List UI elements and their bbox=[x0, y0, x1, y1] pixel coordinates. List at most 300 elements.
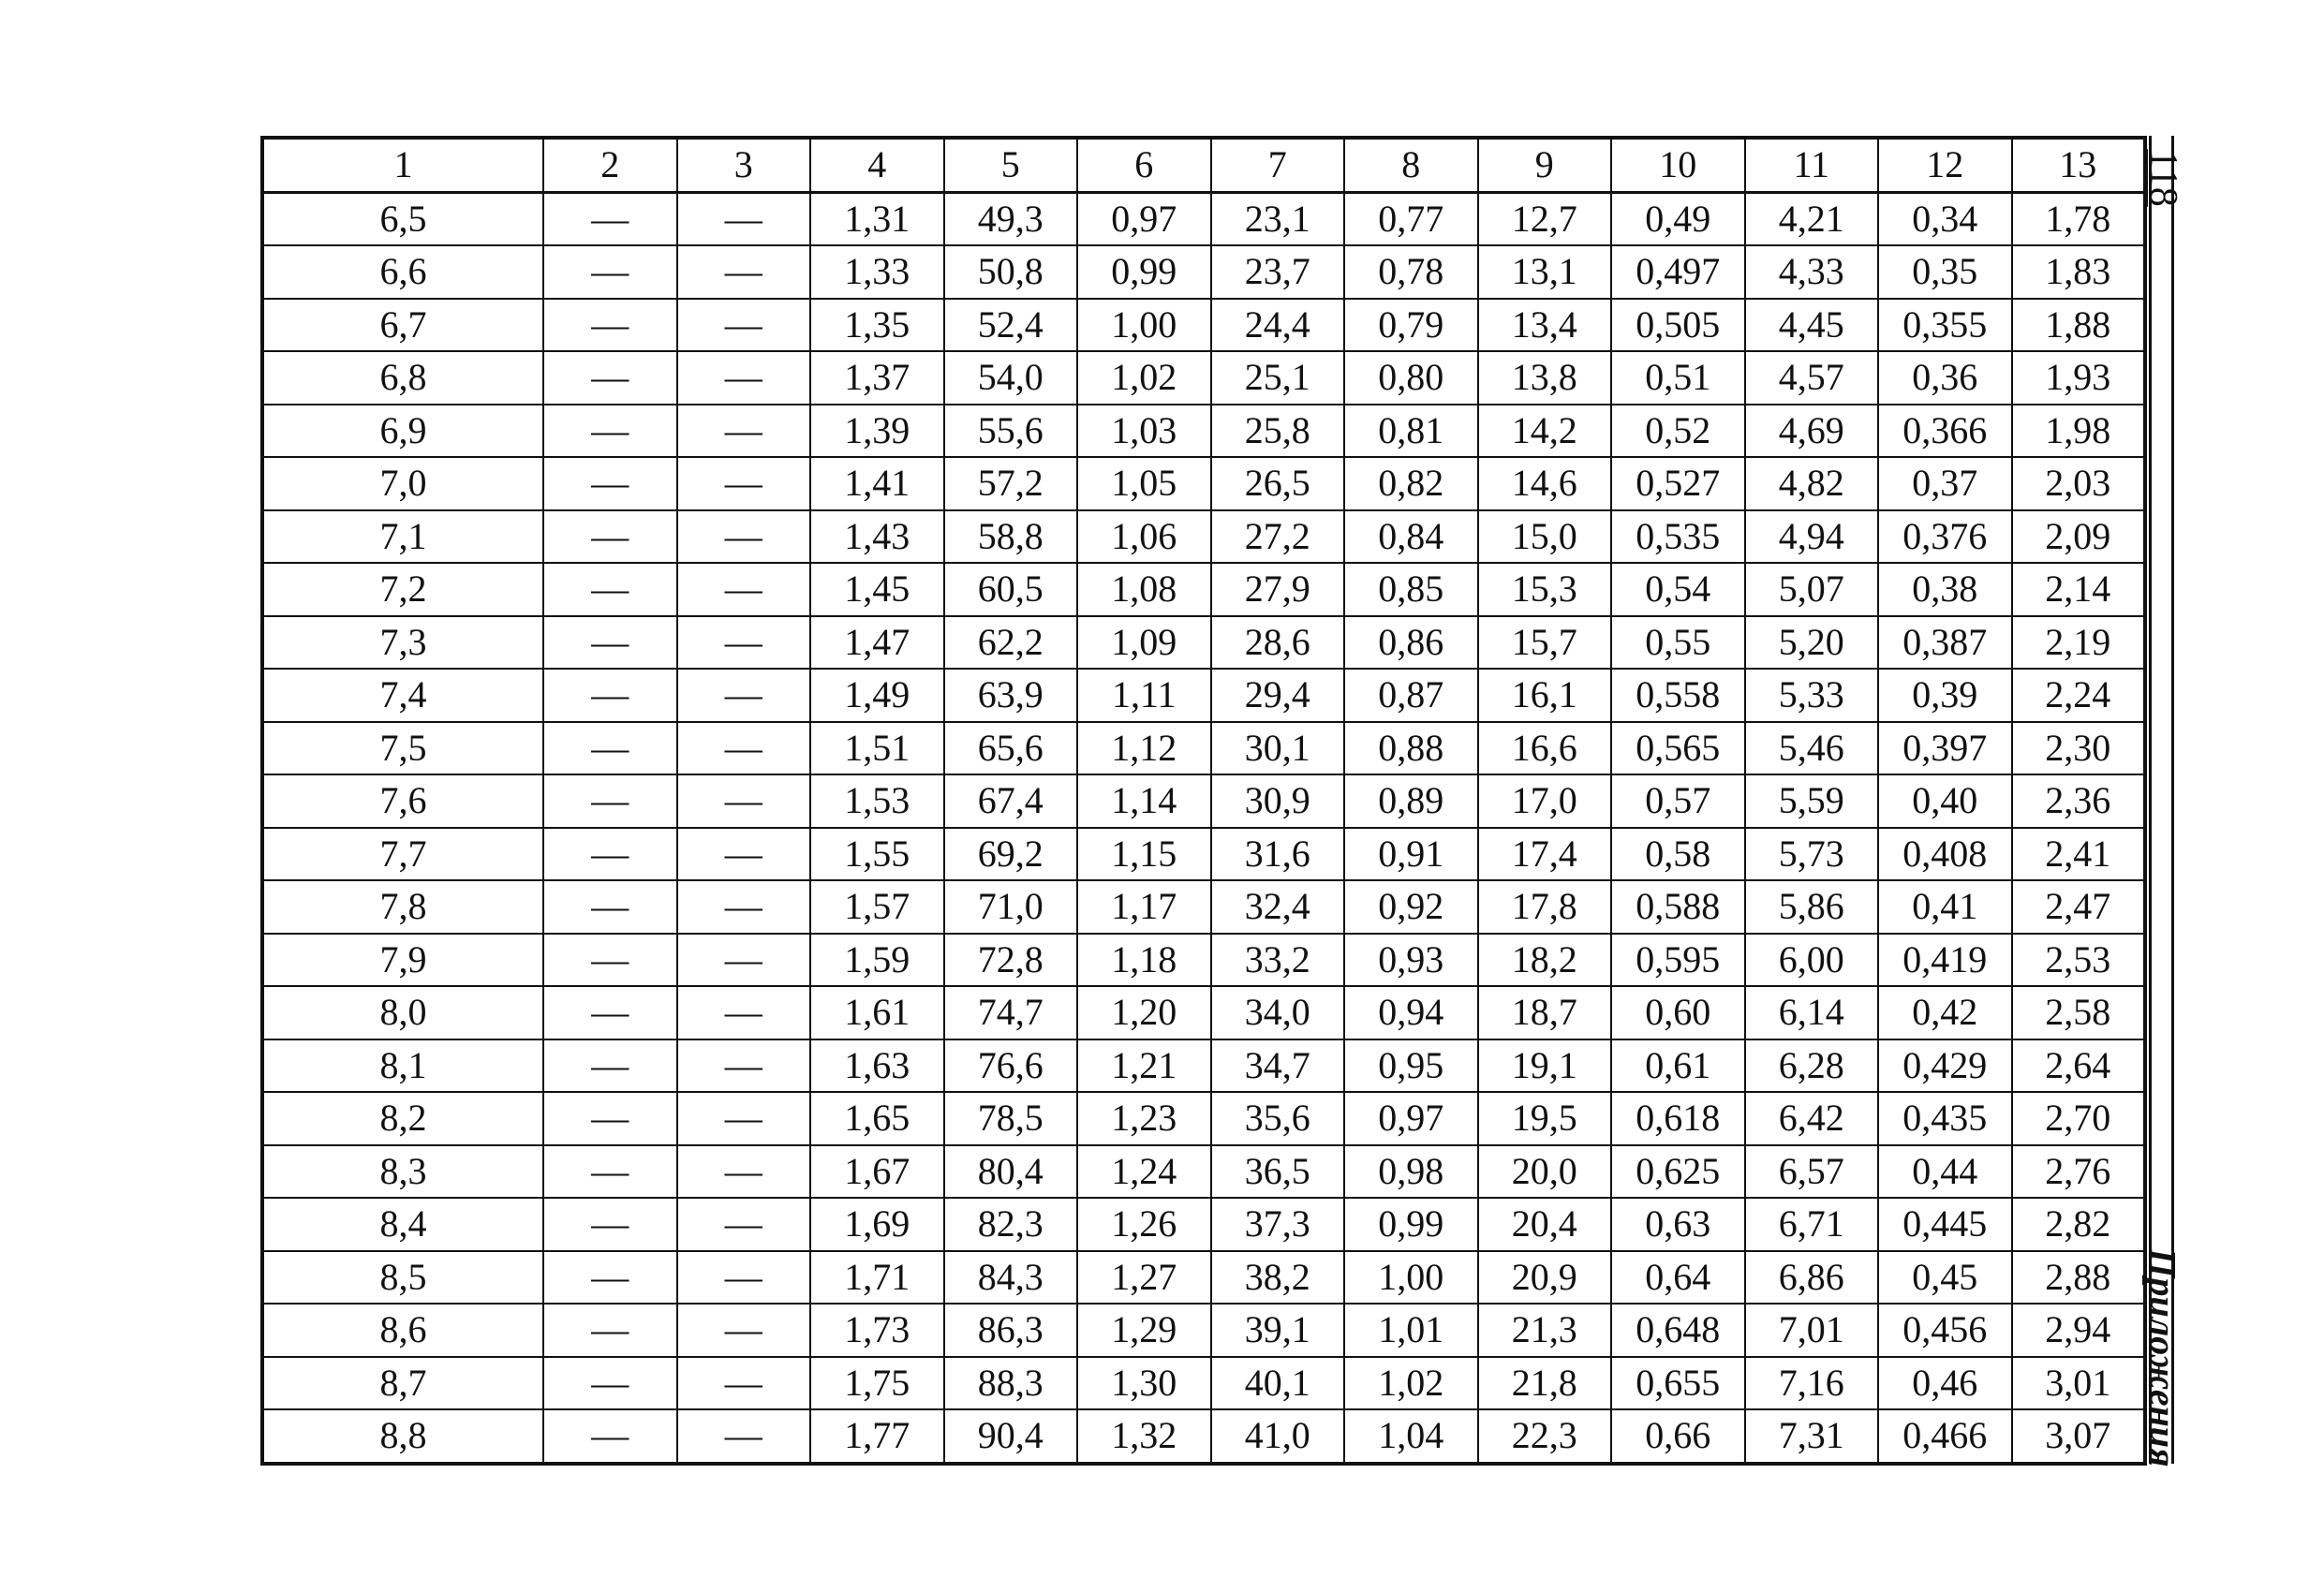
table-cell: 6,28 bbox=[1745, 1039, 1879, 1093]
table-cell: 1,73 bbox=[810, 1304, 944, 1357]
table-cell: 0,37 bbox=[1878, 457, 2012, 510]
table-cell: 7,01 bbox=[1745, 1304, 1879, 1357]
table-cell: 86,3 bbox=[944, 1304, 1078, 1357]
table-cell: 2,94 bbox=[2012, 1304, 2146, 1357]
table-cell: 1,78 bbox=[2012, 192, 2146, 245]
table-cell: 0,64 bbox=[1611, 1251, 1745, 1305]
table-cell: 7,5 bbox=[262, 722, 543, 775]
table-cell: 4,82 bbox=[1745, 457, 1879, 510]
table-cell: 1,83 bbox=[2012, 245, 2146, 299]
table-cell: 2,14 bbox=[2012, 563, 2146, 616]
table-cell: 0,429 bbox=[1878, 1039, 2012, 1093]
table-cell: 7,6 bbox=[262, 774, 543, 828]
table-cell: 6,42 bbox=[1745, 1092, 1879, 1145]
table-cell: 0,456 bbox=[1878, 1304, 2012, 1357]
table-cell: 0,625 bbox=[1611, 1145, 1745, 1199]
table-cell: — bbox=[677, 457, 811, 510]
table-cell: 1,24 bbox=[1077, 1145, 1211, 1199]
table-row bbox=[262, 774, 2145, 828]
table-cell: 2,76 bbox=[2012, 1145, 2146, 1199]
table-cell: 69,2 bbox=[944, 828, 1078, 881]
table-cell: 17,0 bbox=[1478, 774, 1612, 828]
table-cell: 52,4 bbox=[944, 299, 1078, 352]
table-cell: 7,1 bbox=[262, 510, 543, 564]
table-cell: 49,3 bbox=[944, 192, 1078, 245]
table-cell: 0,77 bbox=[1344, 192, 1478, 245]
table-cell: 1,43 bbox=[810, 510, 944, 564]
table-cell: — bbox=[677, 1357, 811, 1410]
table-cell: 2,47 bbox=[2012, 880, 2146, 934]
table-cell: — bbox=[677, 1092, 811, 1145]
table-row bbox=[262, 510, 2145, 564]
table-cell: 6,00 bbox=[1745, 934, 1879, 987]
table-cell: 50,8 bbox=[944, 245, 1078, 299]
table-cell: 0,99 bbox=[1077, 245, 1211, 299]
table-cell: 14,2 bbox=[1478, 405, 1612, 458]
table-cell: 0,527 bbox=[1611, 457, 1745, 510]
table-cell: — bbox=[677, 1198, 811, 1251]
table-cell: 0,44 bbox=[1878, 1145, 2012, 1199]
table-cell: 0,46 bbox=[1878, 1357, 2012, 1410]
table-cell: 6,57 bbox=[1745, 1145, 1879, 1199]
table-cell: 22,3 bbox=[1478, 1409, 1612, 1464]
table-cell: — bbox=[677, 828, 811, 881]
table-cell: 0,505 bbox=[1611, 299, 1745, 352]
table-cell: 0,63 bbox=[1611, 1198, 1745, 1251]
table-cell: 6,86 bbox=[1745, 1251, 1879, 1305]
table-cell: 1,53 bbox=[810, 774, 944, 828]
table-cell: 8,8 bbox=[262, 1409, 543, 1464]
table-cell: 26,5 bbox=[1211, 457, 1345, 510]
table-row bbox=[262, 1357, 2145, 1410]
table-cell: 7,2 bbox=[262, 563, 543, 616]
table-cell: — bbox=[543, 1304, 677, 1357]
table-cell: — bbox=[543, 986, 677, 1039]
table-cell: 6,6 bbox=[262, 245, 543, 299]
table-cell: 19,5 bbox=[1478, 1092, 1612, 1145]
table-cell: 1,39 bbox=[810, 405, 944, 458]
table-cell: — bbox=[543, 1145, 677, 1199]
table-cell: 0,366 bbox=[1878, 405, 2012, 458]
table-cell: 1,33 bbox=[810, 245, 944, 299]
table-cell: 0,51 bbox=[1611, 351, 1745, 405]
table-cell: 0,618 bbox=[1611, 1092, 1745, 1145]
table-cell: 74,7 bbox=[944, 986, 1078, 1039]
table-cell: 2,53 bbox=[2012, 934, 2146, 987]
table-row bbox=[262, 351, 2145, 405]
table-cell: 1,23 bbox=[1077, 1092, 1211, 1145]
table-cell: 0,94 bbox=[1344, 986, 1478, 1039]
table-cell: 1,02 bbox=[1077, 351, 1211, 405]
table-cell: 4,69 bbox=[1745, 405, 1879, 458]
table-cell: 60,5 bbox=[944, 563, 1078, 616]
table-cell: 0,397 bbox=[1878, 722, 2012, 775]
table-cell: 2,03 bbox=[2012, 457, 2146, 510]
table-cell: — bbox=[677, 986, 811, 1039]
column-header-11: 11 bbox=[1745, 138, 1879, 192]
table-cell: 0,41 bbox=[1878, 880, 2012, 934]
table-cell: 34,0 bbox=[1211, 986, 1345, 1039]
table-cell: 8,4 bbox=[262, 1198, 543, 1251]
table-cell: 1,45 bbox=[810, 563, 944, 616]
table-cell: 36,5 bbox=[1211, 1145, 1345, 1199]
table-cell: 1,26 bbox=[1077, 1198, 1211, 1251]
table-cell: — bbox=[677, 1039, 811, 1093]
table-row bbox=[262, 880, 2145, 934]
table-cell: 8,2 bbox=[262, 1092, 543, 1145]
table-cell: — bbox=[677, 1145, 811, 1199]
table-cell: 18,7 bbox=[1478, 986, 1612, 1039]
table-row bbox=[262, 669, 2145, 722]
table-cell: 0,54 bbox=[1611, 563, 1745, 616]
table-cell: 55,6 bbox=[944, 405, 1078, 458]
table-cell: 0,97 bbox=[1077, 192, 1211, 245]
table-cell: — bbox=[677, 299, 811, 352]
table-cell: 5,86 bbox=[1745, 880, 1879, 934]
table-cell: 54,0 bbox=[944, 351, 1078, 405]
table-cell: 88,3 bbox=[944, 1357, 1078, 1410]
table-cell: 1,65 bbox=[810, 1092, 944, 1145]
table-cell: 0,93 bbox=[1344, 934, 1478, 987]
table-cell: 7,0 bbox=[262, 457, 543, 510]
table-cell: 2,82 bbox=[2012, 1198, 2146, 1251]
table-cell: 7,31 bbox=[1745, 1409, 1879, 1464]
table-cell: 7,7 bbox=[262, 828, 543, 881]
table-cell: 19,1 bbox=[1478, 1039, 1612, 1093]
table-cell: 1,29 bbox=[1077, 1304, 1211, 1357]
table-cell: 7,9 bbox=[262, 934, 543, 987]
table-cell: 0,57 bbox=[1611, 774, 1745, 828]
table-cell: 82,3 bbox=[944, 1198, 1078, 1251]
table-cell: 13,1 bbox=[1478, 245, 1612, 299]
table-cell: 0,81 bbox=[1344, 405, 1478, 458]
table-cell: 1,06 bbox=[1077, 510, 1211, 564]
table-cell: 4,21 bbox=[1745, 192, 1879, 245]
table-cell: 2,19 bbox=[2012, 616, 2146, 670]
table-cell: 0,655 bbox=[1611, 1357, 1745, 1410]
table-row bbox=[262, 457, 2145, 510]
table-cell: 21,8 bbox=[1478, 1357, 1612, 1410]
table-cell: 1,51 bbox=[810, 722, 944, 775]
table-cell: 1,75 bbox=[810, 1357, 944, 1410]
table-cell: 25,1 bbox=[1211, 351, 1345, 405]
table-cell: 67,4 bbox=[944, 774, 1078, 828]
table-cell: 1,49 bbox=[810, 669, 944, 722]
column-header-2: 2 bbox=[543, 138, 677, 192]
table-cell: 90,4 bbox=[944, 1409, 1078, 1464]
table-cell: 0,40 bbox=[1878, 774, 2012, 828]
table-row bbox=[262, 405, 2145, 458]
table-cell: 23,1 bbox=[1211, 192, 1345, 245]
table-cell: 6,14 bbox=[1745, 986, 1879, 1039]
table-cell: 0,36 bbox=[1878, 351, 2012, 405]
table-header bbox=[262, 138, 2145, 192]
table-cell: 0,78 bbox=[1344, 245, 1478, 299]
table-cell: 0,355 bbox=[1878, 299, 2012, 352]
data-table-container bbox=[260, 136, 2143, 1466]
table-cell: 4,33 bbox=[1745, 245, 1879, 299]
table-cell: 23,7 bbox=[1211, 245, 1345, 299]
table-cell: 1,77 bbox=[810, 1409, 944, 1464]
table-cell: 2,09 bbox=[2012, 510, 2146, 564]
table-cell: 1,93 bbox=[2012, 351, 2146, 405]
column-header-5: 5 bbox=[944, 138, 1078, 192]
table-cell: 0,80 bbox=[1344, 351, 1478, 405]
table-cell: 0,66 bbox=[1611, 1409, 1745, 1464]
table-cell: 0,38 bbox=[1878, 563, 2012, 616]
table-cell: 1,17 bbox=[1077, 880, 1211, 934]
table-cell: 0,55 bbox=[1611, 616, 1745, 670]
table-row bbox=[262, 1092, 2145, 1145]
table-cell: — bbox=[543, 192, 677, 245]
table-cell: 1,01 bbox=[1344, 1304, 1478, 1357]
table-cell: 0,558 bbox=[1611, 669, 1745, 722]
table-cell: 0,588 bbox=[1611, 880, 1745, 934]
table-cell: 1,47 bbox=[810, 616, 944, 670]
table-cell: — bbox=[543, 1409, 677, 1464]
table-cell: 7,8 bbox=[262, 880, 543, 934]
table-cell: 1,61 bbox=[810, 986, 944, 1039]
column-header-1: 1 bbox=[262, 138, 543, 192]
table-row bbox=[262, 1039, 2145, 1093]
table-cell: 1,14 bbox=[1077, 774, 1211, 828]
table-cell: 1,08 bbox=[1077, 563, 1211, 616]
table-cell: 0,92 bbox=[1344, 880, 1478, 934]
table-cell: 5,46 bbox=[1745, 722, 1879, 775]
table-cell: — bbox=[543, 669, 677, 722]
table-cell: 0,82 bbox=[1344, 457, 1478, 510]
table-cell: — bbox=[677, 510, 811, 564]
table-cell: 39,1 bbox=[1211, 1304, 1345, 1357]
table-cell: 0,466 bbox=[1878, 1409, 2012, 1464]
table-cell: 1,59 bbox=[810, 934, 944, 987]
table-cell: 0,98 bbox=[1344, 1145, 1478, 1199]
column-header-4: 4 bbox=[810, 138, 944, 192]
table-cell: 0,535 bbox=[1611, 510, 1745, 564]
table-cell: 16,6 bbox=[1478, 722, 1612, 775]
table-cell: — bbox=[677, 1304, 811, 1357]
table-cell: 0,408 bbox=[1878, 828, 2012, 881]
table-cell: 13,4 bbox=[1478, 299, 1612, 352]
column-header-8: 8 bbox=[1344, 138, 1478, 192]
table-cell: 0,95 bbox=[1344, 1039, 1478, 1093]
table-cell: 63,9 bbox=[944, 669, 1078, 722]
table-cell: 33,2 bbox=[1211, 934, 1345, 987]
column-header-13: 13 bbox=[2012, 138, 2146, 192]
table-cell: 0,376 bbox=[1878, 510, 2012, 564]
table-cell: 1,11 bbox=[1077, 669, 1211, 722]
table-cell: 1,31 bbox=[810, 192, 944, 245]
table-cell: 0,595 bbox=[1611, 934, 1745, 987]
table-cell: — bbox=[543, 1092, 677, 1145]
table-cell: 1,15 bbox=[1077, 828, 1211, 881]
table-row bbox=[262, 299, 2145, 352]
table-cell: 5,20 bbox=[1745, 616, 1879, 670]
table-cell: 0,52 bbox=[1611, 405, 1745, 458]
table-cell: 7,3 bbox=[262, 616, 543, 670]
table-cell: 5,73 bbox=[1745, 828, 1879, 881]
table-cell: 0,49 bbox=[1611, 192, 1745, 245]
table-cell: 34,7 bbox=[1211, 1039, 1345, 1093]
table-cell: — bbox=[543, 828, 677, 881]
table-cell: 0,497 bbox=[1611, 245, 1745, 299]
table-cell: 6,5 bbox=[262, 192, 543, 245]
table-cell: 6,9 bbox=[262, 405, 543, 458]
table-cell: 1,00 bbox=[1077, 299, 1211, 352]
table-cell: 31,6 bbox=[1211, 828, 1345, 881]
table-cell: 0,89 bbox=[1344, 774, 1478, 828]
table-cell: 0,648 bbox=[1611, 1304, 1745, 1357]
table-cell: 0,34 bbox=[1878, 192, 2012, 245]
table-cell: — bbox=[677, 245, 811, 299]
column-header-12: 12 bbox=[1878, 138, 2012, 192]
table-row bbox=[262, 828, 2145, 881]
table-cell: 8,6 bbox=[262, 1304, 543, 1357]
table-cell: 0,86 bbox=[1344, 616, 1478, 670]
table-cell: 0,39 bbox=[1878, 669, 2012, 722]
table-cell: — bbox=[677, 1251, 811, 1305]
table-cell: 72,8 bbox=[944, 934, 1078, 987]
table-cell: 16,1 bbox=[1478, 669, 1612, 722]
table-cell: 6,7 bbox=[262, 299, 543, 352]
table-cell: 0,42 bbox=[1878, 986, 2012, 1039]
table-cell: 12,7 bbox=[1478, 192, 1612, 245]
table-cell: 30,9 bbox=[1211, 774, 1345, 828]
table-cell: 20,0 bbox=[1478, 1145, 1612, 1199]
table-cell: 4,45 bbox=[1745, 299, 1879, 352]
table-cell: 78,5 bbox=[944, 1092, 1078, 1145]
table-cell: 6,71 bbox=[1745, 1198, 1879, 1251]
table-cell: — bbox=[543, 616, 677, 670]
table-cell: 0,85 bbox=[1344, 563, 1478, 616]
table-cell: 15,0 bbox=[1478, 510, 1612, 564]
table-row bbox=[262, 563, 2145, 616]
table-cell: 8,1 bbox=[262, 1039, 543, 1093]
table-cell: 8,5 bbox=[262, 1251, 543, 1305]
table-cell: 65,6 bbox=[944, 722, 1078, 775]
table-cell: 5,07 bbox=[1745, 563, 1879, 616]
table-cell: — bbox=[543, 405, 677, 458]
table-cell: 2,88 bbox=[2012, 1251, 2146, 1305]
table-cell: 3,07 bbox=[2012, 1409, 2146, 1464]
table-cell: 1,18 bbox=[1077, 934, 1211, 987]
table-cell: — bbox=[543, 563, 677, 616]
table-cell: — bbox=[543, 351, 677, 405]
table-cell: 1,09 bbox=[1077, 616, 1211, 670]
table-cell: 1,02 bbox=[1344, 1357, 1478, 1410]
table-cell: 0,91 bbox=[1344, 828, 1478, 881]
table-cell: 5,33 bbox=[1745, 669, 1879, 722]
table-cell: 58,8 bbox=[944, 510, 1078, 564]
table-cell: 14,6 bbox=[1478, 457, 1612, 510]
table-cell: 1,35 bbox=[810, 299, 944, 352]
table-cell: 0,84 bbox=[1344, 510, 1478, 564]
table-cell: 1,69 bbox=[810, 1198, 944, 1251]
table-cell: 1,32 bbox=[1077, 1409, 1211, 1464]
table-row bbox=[262, 1198, 2145, 1251]
table-row bbox=[262, 1409, 2145, 1464]
table-cell: 5,59 bbox=[1745, 774, 1879, 828]
table-row bbox=[262, 192, 2145, 245]
table-cell: — bbox=[677, 774, 811, 828]
column-header-3: 3 bbox=[677, 138, 811, 192]
table-cell: — bbox=[543, 934, 677, 987]
table-cell: 29,4 bbox=[1211, 669, 1345, 722]
table-cell: 1,12 bbox=[1077, 722, 1211, 775]
table-cell: 27,9 bbox=[1211, 563, 1345, 616]
table-cell: 62,2 bbox=[944, 616, 1078, 670]
header-row bbox=[262, 138, 2145, 192]
table-cell: — bbox=[677, 934, 811, 987]
table-cell: 1,63 bbox=[810, 1039, 944, 1093]
table-cell: 20,9 bbox=[1478, 1251, 1612, 1305]
table-cell: 20,4 bbox=[1478, 1198, 1612, 1251]
table-cell: 0,565 bbox=[1611, 722, 1745, 775]
table-cell: 15,7 bbox=[1478, 616, 1612, 670]
column-header-7: 7 bbox=[1211, 138, 1345, 192]
table-cell: 0,60 bbox=[1611, 986, 1745, 1039]
table-cell: 0,58 bbox=[1611, 828, 1745, 881]
table-cell: 71,0 bbox=[944, 880, 1078, 934]
table-cell: 15,3 bbox=[1478, 563, 1612, 616]
table-cell: 0,45 bbox=[1878, 1251, 2012, 1305]
table-cell: 21,3 bbox=[1478, 1304, 1612, 1357]
table-cell: 1,20 bbox=[1077, 986, 1211, 1039]
table-cell: 17,8 bbox=[1478, 880, 1612, 934]
table-body bbox=[262, 192, 2145, 1464]
table-row bbox=[262, 986, 2145, 1039]
table-cell: — bbox=[677, 669, 811, 722]
table-cell: 0,87 bbox=[1344, 669, 1478, 722]
table-cell: 0,435 bbox=[1878, 1092, 2012, 1145]
table-cell: 1,00 bbox=[1344, 1251, 1478, 1305]
table-cell: 1,30 bbox=[1077, 1357, 1211, 1410]
table-cell: 4,94 bbox=[1745, 510, 1879, 564]
table-cell: 18,2 bbox=[1478, 934, 1612, 987]
table-cell: — bbox=[677, 1409, 811, 1464]
table-cell: 1,55 bbox=[810, 828, 944, 881]
table-cell: 2,64 bbox=[2012, 1039, 2146, 1093]
table-cell: 7,4 bbox=[262, 669, 543, 722]
table-cell: 1,04 bbox=[1344, 1409, 1478, 1464]
table-cell: — bbox=[543, 774, 677, 828]
table-cell: 1,57 bbox=[810, 880, 944, 934]
table-cell: 1,03 bbox=[1077, 405, 1211, 458]
table-cell: 2,58 bbox=[2012, 986, 2146, 1039]
table-cell: — bbox=[543, 457, 677, 510]
table-cell: — bbox=[543, 1039, 677, 1093]
table-cell: 30,1 bbox=[1211, 722, 1345, 775]
table-cell: 2,70 bbox=[2012, 1092, 2146, 1145]
table-row bbox=[262, 722, 2145, 775]
table-cell: 7,16 bbox=[1745, 1357, 1879, 1410]
table-cell: 24,4 bbox=[1211, 299, 1345, 352]
table-cell: 1,27 bbox=[1077, 1251, 1211, 1305]
table-cell: — bbox=[543, 510, 677, 564]
table-cell: 4,57 bbox=[1745, 351, 1879, 405]
table-cell: 13,8 bbox=[1478, 351, 1612, 405]
table-row bbox=[262, 1304, 2145, 1357]
table-cell: — bbox=[543, 245, 677, 299]
table-cell: — bbox=[543, 722, 677, 775]
table-cell: 1,98 bbox=[2012, 405, 2146, 458]
table-cell: — bbox=[543, 299, 677, 352]
table-cell: 0,445 bbox=[1878, 1198, 2012, 1251]
table-row bbox=[262, 1251, 2145, 1305]
table-cell: 2,41 bbox=[2012, 828, 2146, 881]
table-cell: 1,67 bbox=[810, 1145, 944, 1199]
table-cell: 84,3 bbox=[944, 1251, 1078, 1305]
